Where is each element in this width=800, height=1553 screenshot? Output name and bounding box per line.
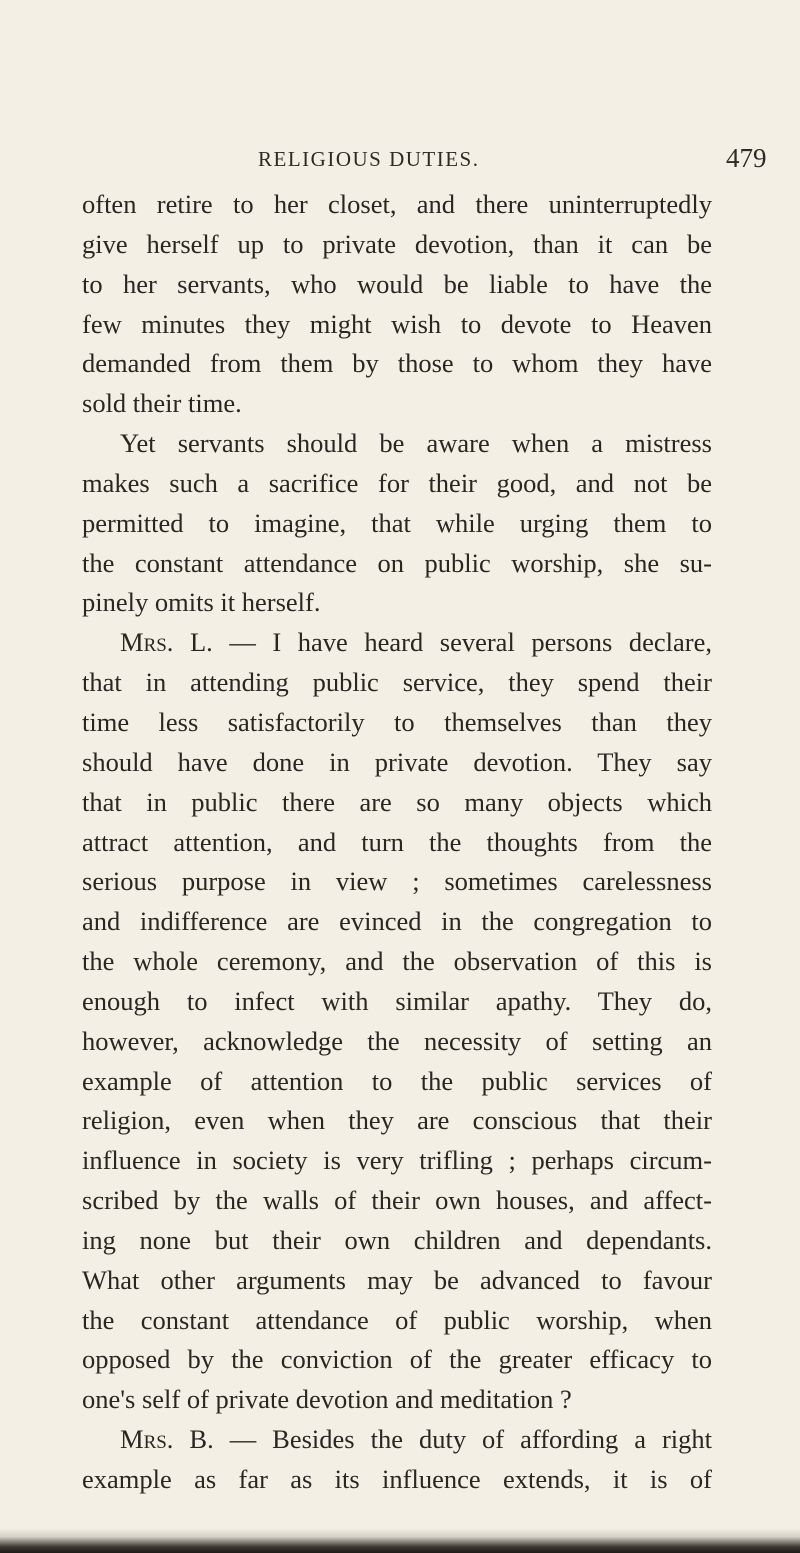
text-line: time less satisfactorily to themselves than they (82, 706, 712, 737)
text-line: should have done in private devotion. They say (82, 746, 712, 777)
text-line: sold their time. (82, 388, 242, 419)
text-line: example of attention to the public services of (82, 1065, 712, 1096)
text-line: however, acknowledge the necessity of setting an (82, 1025, 712, 1056)
text-line: one's self of private devotion and meditation ? (82, 1384, 572, 1415)
text-line: that in attending public service, they spend their (82, 667, 712, 698)
speaker-name: Mrs. L. (120, 627, 213, 658)
text-line-content: — Besides the duty of affording a right (229, 1424, 712, 1455)
text-line: scribed by the walls of their own houses, and affect- (82, 1185, 712, 1216)
text-line: makes such a sacrifice for their good, and not be (82, 467, 712, 498)
text-line: that in public there are so many objects which (82, 786, 712, 817)
speaker-name: Mrs. B. (120, 1424, 214, 1455)
speaker-line-mrs-b (82, 1420, 712, 1460)
speaker-line-mrs-l (82, 623, 712, 663)
running-head (0, 143, 800, 179)
text-line: What other arguments may be advanced to favour (82, 1264, 712, 1295)
text-line: example as far as its influence extends, it is of (82, 1464, 712, 1494)
text-line: pinely omits it herself. (82, 587, 321, 618)
text-line: the constant attendance on public worship, she su- (82, 547, 712, 578)
text-line: often retire to her closet, and there uninterruptedly (82, 189, 712, 219)
text-line: demanded from them by those to whom they have (82, 348, 712, 379)
text-line: Yet servants should be aware when a mistress (120, 428, 712, 459)
page-bottom-edge (0, 1528, 800, 1553)
text-line: enough to infect with similar apathy. They do, (82, 985, 712, 1016)
text-line: to her servants, who would be liable to have the (82, 268, 712, 299)
text-line: few minutes they might wish to devote to Heaven (82, 308, 712, 339)
text-line: give herself up to private devotion, than it can be (82, 228, 712, 259)
text-line-content: — I have heard several persons declare, (229, 627, 712, 658)
text-line: the whole ceremony, and the observation of this is (82, 946, 712, 977)
text-line: ing none but their own children and dependants. (82, 1224, 712, 1255)
text-line: the constant attendance of public worship, when (82, 1304, 712, 1335)
text-line: serious purpose in view ; sometimes carelessness (82, 866, 712, 897)
page-number: 479 (726, 143, 767, 173)
text-line: opposed by the conviction of the greater efficacy to (82, 1344, 712, 1375)
text-line: and indifference are evinced in the congregation to (82, 906, 712, 937)
body-text (82, 185, 712, 1500)
text-line: religion, even when they are conscious that their (82, 1105, 712, 1136)
text-line: influence in society is very trifling ; perhaps circum- (82, 1145, 712, 1176)
text-line: attract attention, and turn the thoughts from the (82, 826, 712, 857)
running-title: RELIGIOUS DUTIES. (258, 147, 480, 171)
text-line: permitted to imagine, that while urging them to (82, 507, 712, 538)
